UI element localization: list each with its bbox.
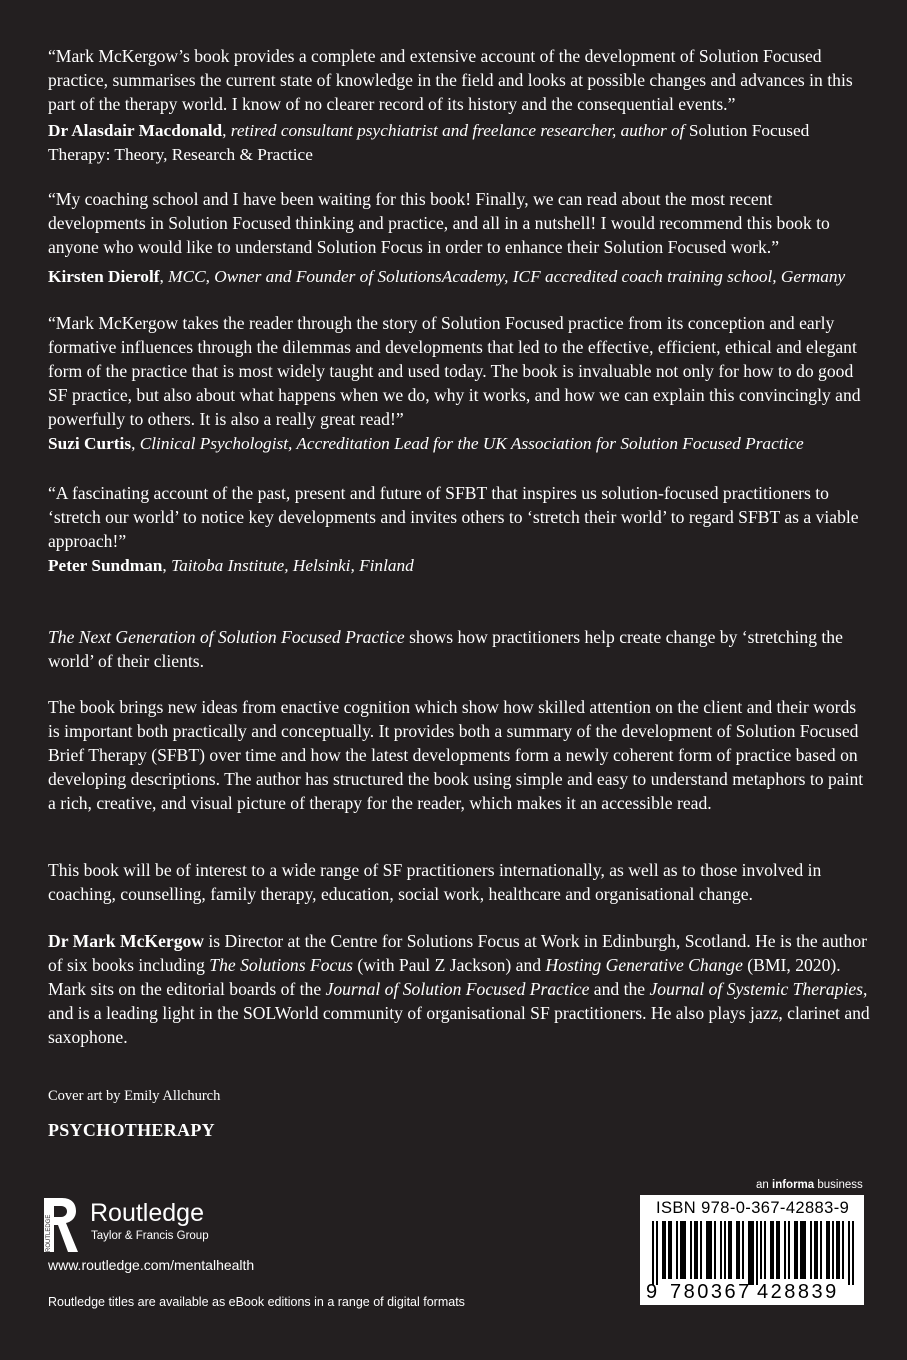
publisher-name: Routledge bbox=[90, 1199, 204, 1227]
bio-journal-title: Journal of Systemic Therapies bbox=[649, 979, 864, 999]
barcode-bar bbox=[742, 1221, 744, 1279]
publisher-website-link[interactable]: www.routledge.com/mentalhealth bbox=[48, 1257, 255, 1273]
author-name: Dr Mark McKergow bbox=[48, 931, 205, 951]
review-quote-4: “A fascinating account of the past, present and future of SFBT that inspires us solution-focused practitioners to ‘stretch our world’ to notice key developments and invites others to ‘stretch their world’ to regard SFBT as a viable approach!” bbox=[48, 483, 859, 551]
barcode-bar bbox=[836, 1221, 838, 1279]
barcode-bar bbox=[656, 1221, 658, 1285]
barcode-bar bbox=[776, 1221, 778, 1279]
barcode-icon bbox=[650, 1221, 854, 1285]
reviewer-role: retired consultant psychiatrist and freelance researcher, author of bbox=[230, 121, 685, 140]
routledge-logo-icon bbox=[42, 1196, 80, 1254]
barcode-bar bbox=[842, 1221, 844, 1279]
barcode-bar bbox=[664, 1221, 666, 1279]
book-title: The Next Generation of Solution Focused Practice bbox=[48, 627, 405, 647]
review-quote-2: “My coaching school and I have been waiting for this book! Finally, we can read about the most recent developments in Solution Focused thinking and practice, and all in a nutshell! I would recommend this book to anyone who would like to understand Solution Focus in order to enhance their Solution Focused work.” bbox=[48, 189, 830, 257]
barcode-bar bbox=[752, 1221, 754, 1285]
barcode-bar bbox=[684, 1221, 686, 1279]
review-attribution-1: Dr Alasdair Macdonald, retired consultant psychiatrist and freelance researcher, author of Solution Focused Therapy: Theory, Research & Practice bbox=[48, 121, 810, 164]
review-quote-1: “Mark McKergow’s book provides a complete and extensive account of the development of Solution Focused practice, summarises the current state of knowledge in the field and looks at possible changes and advances in this part of the therapy world. I know of no clearer record of its history and the consequential events.” bbox=[48, 46, 853, 114]
barcode-bar bbox=[772, 1221, 774, 1279]
barcode-bar bbox=[820, 1221, 822, 1279]
bio-book-title: Hosting Generative Change bbox=[545, 955, 743, 975]
bio-text: and the bbox=[589, 979, 650, 999]
barcode-bar bbox=[706, 1221, 708, 1279]
review-quote-3: “Mark McKergow takes the reader through the story of Solution Focused practice from its conception and early formative influences through the dilemmas and developments that led to the effective, efficient, ethical and elegant form of the practice that is most widely taught and used today. The book is invaluable not only for how to do good SF practice, but also about what happens when we do, why it works, and how we can explain this convincingly and powerfully to others. It is also a really great read!” bbox=[48, 313, 861, 429]
barcode-bar bbox=[724, 1221, 726, 1279]
barcode-bar bbox=[828, 1221, 830, 1279]
barcode-bar bbox=[738, 1221, 740, 1279]
author-bio bbox=[48, 929, 870, 1049]
barcode-bar bbox=[802, 1221, 804, 1279]
barcode-bar bbox=[784, 1221, 786, 1279]
routledge-logo bbox=[42, 1196, 342, 1256]
barcode-bar bbox=[794, 1221, 796, 1279]
barcode-bar bbox=[760, 1221, 762, 1279]
reviewer-role: Clinical Psychologist, Accreditation Lead for the UK Association for Solution Focused Practice bbox=[139, 434, 804, 453]
barcode-bar bbox=[690, 1221, 692, 1279]
bio-text: , and is a leading light in the SOLWorld community of organisational SF practitioners. He also plays jazz, clarinet and saxophone. bbox=[48, 979, 870, 1047]
description-paragraph-2: The book brings new ideas from enactive cognition which show how skilled attention on the client and their words is important both practically and conceptually. It provides both a summary of the development of Solution Focused Brief Therapy (SFBT) over time and how the latest developments form a newly coherent form of practice based on developing descriptions. The author has structured the book using simple and easy to understand metaphors to paint a rich, creative, and visual picture of therapy for the reader, which makes it an accessible read. bbox=[48, 697, 864, 813]
barcode-bar bbox=[708, 1221, 710, 1279]
review-attribution-3: Suzi Curtis, Clinical Psychologist, Accreditation Lead for the UK Association for Solution Focused Practice bbox=[48, 434, 804, 453]
reviewer-book-title: Solution Focused Therapy: Theory, Research & Practice bbox=[48, 121, 810, 164]
cover-art-credit: Cover art by Emily Allchurch bbox=[48, 1088, 221, 1104]
reviewer-role: MCC, Owner and Founder of SolutionsAcademy, ICF accredited coach training school, Germany bbox=[168, 267, 846, 286]
barcode-bar bbox=[788, 1221, 790, 1279]
barcode-bar bbox=[652, 1221, 654, 1285]
description-paragraph-1 bbox=[48, 625, 870, 673]
bio-journal-title: Journal of Solution Focused Practice bbox=[325, 979, 590, 999]
bio-text: is Director at the Centre for Solutions Focus at Work in Edinburgh, Scotland. He is the author of six books including bbox=[48, 931, 867, 975]
description-paragraph-3: This book will be of interest to a wide range of SF practitioners internationally, as well as to those involved in coaching, counselling, family therapy, education, social work, healthcare and organisational change. bbox=[48, 860, 822, 904]
reviewer-name: Peter Sundman bbox=[48, 556, 163, 575]
barcode-bar bbox=[748, 1221, 750, 1285]
barcode-bar bbox=[680, 1221, 682, 1279]
informa-prefix: an bbox=[756, 1179, 772, 1191]
barcode-bar bbox=[756, 1221, 758, 1285]
barcode-bar bbox=[810, 1221, 812, 1279]
barcode-bar bbox=[764, 1221, 766, 1279]
barcode-bar bbox=[826, 1221, 828, 1279]
barcode-bar bbox=[710, 1221, 712, 1279]
bio-text: (with Paul Z Jackson) and bbox=[352, 955, 546, 975]
informa-business-tag bbox=[756, 1179, 863, 1191]
barcode-bar bbox=[668, 1221, 670, 1279]
barcode-bar bbox=[838, 1221, 840, 1279]
barcode-bar bbox=[696, 1221, 698, 1279]
informa-brand: informa bbox=[772, 1179, 815, 1191]
publisher-group: Taylor & Francis Group bbox=[91, 1230, 209, 1242]
reviewer-name: Suzi Curtis bbox=[48, 434, 132, 453]
barcode-bar bbox=[804, 1221, 806, 1279]
reviewer-name: Dr Alasdair Macdonald bbox=[48, 121, 223, 140]
isbn-label: ISBN 978-0-367-42883-9 bbox=[656, 1199, 850, 1217]
ebook-availability-note: Routledge titles are available as eBook editions in a range of digital formats bbox=[48, 1295, 465, 1309]
barcode-bar bbox=[750, 1221, 752, 1285]
barcode-digits-group-2: 428839 bbox=[757, 1281, 839, 1303]
barcode-bar bbox=[694, 1221, 696, 1279]
barcode-bar bbox=[848, 1221, 850, 1285]
barcode-bar bbox=[670, 1221, 672, 1279]
reviewer-role: Taitoba Institute, Helsinki, Finland bbox=[171, 556, 414, 575]
barcode-bar bbox=[730, 1221, 732, 1279]
barcode-bar bbox=[814, 1221, 816, 1279]
reviewer-name: Kirsten Dierolf bbox=[48, 267, 160, 286]
barcode-bar bbox=[728, 1221, 730, 1279]
barcode-digits-group-1: 780367 bbox=[670, 1281, 752, 1303]
review-attribution-2: Kirsten Dierolf, MCC, Owner and Founder of SolutionsAcademy, ICF accredited coach training school, Germany bbox=[48, 267, 846, 286]
barcode-bar bbox=[770, 1221, 772, 1279]
subject-category: PSYCHOTHERAPY bbox=[48, 1120, 215, 1140]
review-attribution-4: Peter Sundman, Taitoba Institute, Helsinki, Finland bbox=[48, 556, 414, 575]
barcode-bar bbox=[800, 1221, 802, 1279]
barcode-bar bbox=[714, 1221, 716, 1279]
isbn-barcode bbox=[640, 1195, 864, 1305]
barcode-bar bbox=[796, 1221, 798, 1279]
barcode-bar bbox=[720, 1221, 722, 1279]
informa-suffix: business bbox=[814, 1179, 863, 1191]
routledge-vertical-mark: ROUTLEDGE bbox=[46, 1214, 52, 1252]
barcode-digit-first: 9 bbox=[646, 1281, 659, 1303]
barcode-bar bbox=[676, 1221, 678, 1279]
barcode-bar bbox=[832, 1221, 834, 1279]
barcode-bar bbox=[736, 1221, 738, 1279]
bio-text: (BMI, 2020). Mark sits on the editorial boards of the bbox=[48, 955, 841, 999]
barcode-bar bbox=[778, 1221, 780, 1279]
description-text: shows how practitioners help create change by ‘stretching the world’ of their clients. bbox=[48, 627, 843, 671]
barcode-bar bbox=[816, 1221, 818, 1279]
barcode-bar bbox=[682, 1221, 684, 1279]
barcode-bar bbox=[700, 1221, 702, 1279]
barcode-bar bbox=[852, 1221, 854, 1285]
bio-book-title: The Solutions Focus bbox=[209, 955, 353, 975]
barcode-bar bbox=[662, 1221, 664, 1279]
